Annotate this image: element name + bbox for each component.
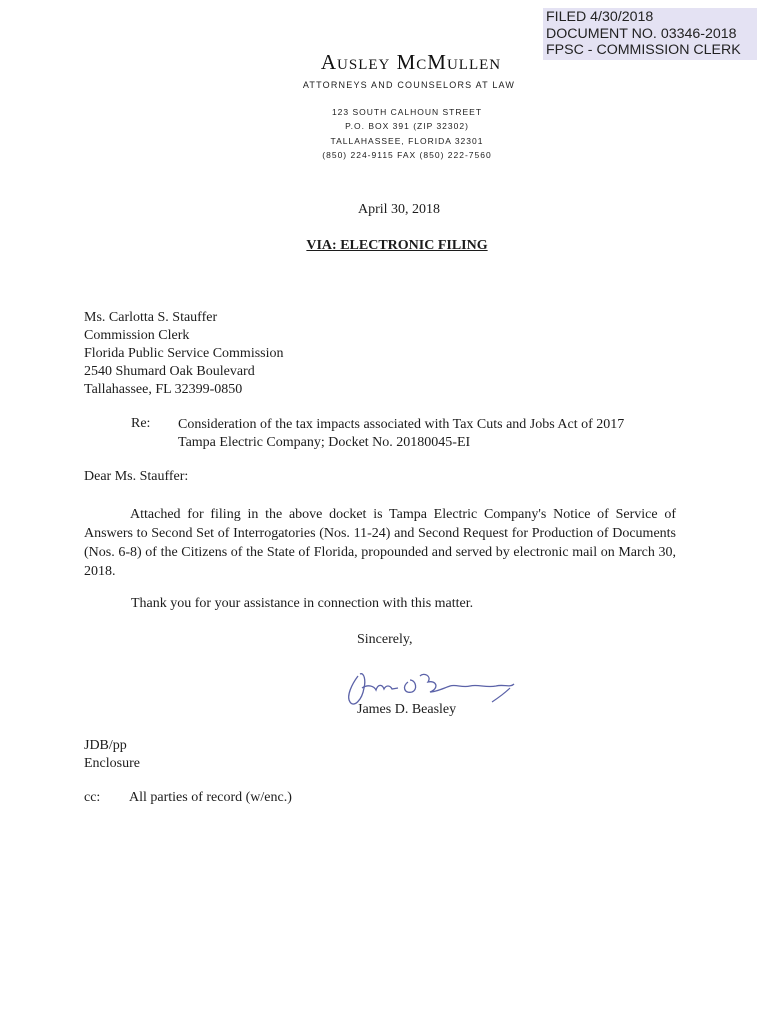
recipient-title: Commission Clerk	[84, 328, 190, 343]
re-label: Re:	[131, 416, 151, 431]
salutation: Dear Ms. Stauffer:	[84, 469, 189, 484]
firm-address-city: TALLAHASSEE, FLORIDA 32301	[330, 136, 484, 146]
recipient-city: Tallahassee, FL 32399-0850	[84, 382, 243, 397]
cc-recipients: All parties of record (w/enc.)	[129, 790, 292, 805]
recipient-organization: Florida Public Service Commission	[84, 346, 284, 361]
recipient-name: Ms. Carlotta S. Stauffer	[84, 310, 218, 325]
stamp-commission-clerk: FPSC - COMMISSION CLERK	[546, 42, 741, 58]
recipient-address	[84, 309, 284, 399]
stamp-document-number: DOCUMENT NO. 03346-2018	[546, 25, 737, 42]
typist-initials-block	[84, 737, 140, 773]
re-subject-line2: Tampa Electric Company; Docket No. 20180045-EI	[178, 435, 471, 450]
cc-label: cc:	[84, 790, 101, 805]
firm-address-pobox: P.O. BOX 391 (ZIP 32302)	[345, 121, 469, 131]
thanks-line: Thank you for your assistance in connection with this matter.	[131, 596, 474, 611]
body-paragraph: Attached for filing in the above docket is Tampa Electric Company's Notice of Service of Answers to Second Set of Interrogatories (Nos. 11-24) and Second Request for Production of Documents (Nos. 6-8) of the Citizens of the State of Florida, propounded and served by electronic mail on March 30, 2018.	[84, 507, 676, 579]
closing: Sincerely,	[357, 632, 413, 647]
delivery-method: VIA: ELECTRONIC FILING	[306, 238, 488, 253]
re-subject-line1: Consideration of the tax impacts associated with Tax Cuts and Jobs Act of 2017	[178, 417, 625, 432]
enclosure-note: Enclosure	[84, 756, 140, 771]
signer-name: James D. Beasley	[357, 702, 457, 717]
letter-date: April 30, 2018	[357, 202, 441, 217]
re-subject	[178, 416, 624, 452]
stamp-filed-date: FILED 4/30/2018	[546, 9, 654, 25]
firm-subtitle: ATTORNEYS AND COUNSELORS AT LAW	[302, 80, 516, 90]
firm-phone-fax: (850) 224-9115 FAX (850) 222-7560	[322, 150, 492, 160]
recipient-street: 2540 Shumard Oak Boulevard	[84, 364, 255, 379]
typist-initials: JDB/pp	[84, 738, 127, 753]
firm-name: Ausley McMullen	[320, 50, 502, 74]
firm-address-street: 123 SOUTH CALHOUN STREET	[331, 107, 483, 117]
